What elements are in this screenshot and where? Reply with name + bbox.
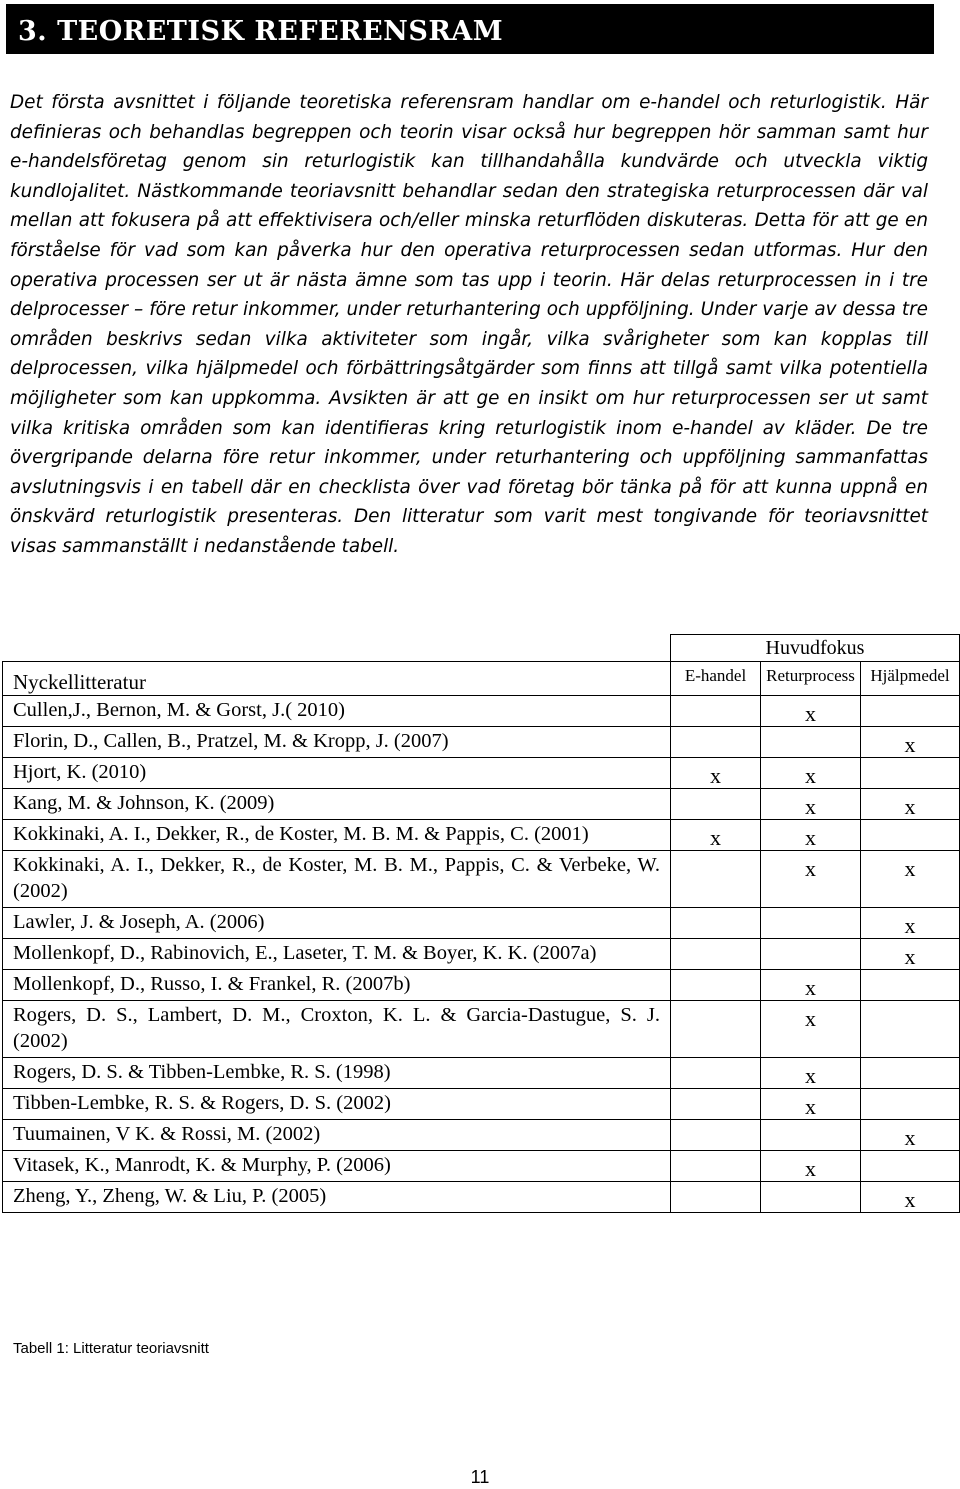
column-header-hjalpmedel: Hjälpmedel bbox=[861, 662, 960, 696]
table-row bbox=[3, 1001, 960, 1058]
empty-corner-cell bbox=[3, 635, 671, 662]
table-row bbox=[3, 1058, 960, 1089]
ehandel-mark-cell: x bbox=[671, 820, 761, 851]
returprocess-mark-cell: x bbox=[761, 970, 861, 1001]
reference-cell: Kang, M. & Johnson, K. (2009) bbox=[3, 789, 671, 820]
table-row bbox=[3, 851, 960, 908]
hjalpmedel-mark-cell: x bbox=[861, 789, 960, 820]
reference-cell: Lawler, J. & Joseph, A. (2006) bbox=[3, 908, 671, 939]
ehandel-mark-cell bbox=[671, 727, 761, 758]
table-row bbox=[3, 1089, 960, 1120]
reference-cell: Mollenkopf, D., Rabinovich, E., Laseter, T. M. & Boyer, K. K. (2007a) bbox=[3, 939, 671, 970]
reference-cell: Rogers, D. S. & Tibben-Lembke, R. S. (1998) bbox=[3, 1058, 671, 1089]
table-row bbox=[3, 789, 960, 820]
column-header-nyckellitteratur: Nyckellitteratur bbox=[3, 662, 671, 696]
ehandel-mark-cell bbox=[671, 1001, 761, 1058]
hjalpmedel-mark-cell: x bbox=[861, 908, 960, 939]
literature-table bbox=[2, 634, 960, 1213]
returprocess-mark-cell: x bbox=[761, 1089, 861, 1120]
ehandel-mark-cell bbox=[671, 970, 761, 1001]
reference-cell: Hjort, K. (2010) bbox=[3, 758, 671, 789]
reference-cell: Florin, D., Callen, B., Pratzel, M. & Kropp, J. (2007) bbox=[3, 727, 671, 758]
column-header-ehandel: E-handel bbox=[671, 662, 761, 696]
reference-cell: Tibben-Lembke, R. S. & Rogers, D. S. (2002) bbox=[3, 1089, 671, 1120]
reference-cell: Cullen,J., Bernon, M. & Gorst, J.( 2010) bbox=[3, 696, 671, 727]
hjalpmedel-mark-cell: x bbox=[861, 851, 960, 908]
reference-cell: Mollenkopf, D., Russo, I. & Frankel, R. (2007b) bbox=[3, 970, 671, 1001]
returprocess-mark-cell bbox=[761, 939, 861, 970]
ehandel-mark-cell bbox=[671, 789, 761, 820]
returprocess-mark-cell: x bbox=[761, 851, 861, 908]
returprocess-mark-cell: x bbox=[761, 789, 861, 820]
hjalpmedel-mark-cell bbox=[861, 696, 960, 727]
ehandel-mark-cell: x bbox=[671, 758, 761, 789]
returprocess-mark-cell: x bbox=[761, 1151, 861, 1182]
ehandel-mark-cell bbox=[671, 1089, 761, 1120]
ehandel-mark-cell bbox=[671, 696, 761, 727]
table-row bbox=[3, 1120, 960, 1151]
hjalpmedel-mark-cell bbox=[861, 1058, 960, 1089]
returprocess-mark-cell bbox=[761, 908, 861, 939]
ehandel-mark-cell bbox=[671, 1120, 761, 1151]
table-row bbox=[3, 820, 960, 851]
reference-cell: Kokkinaki, A. I., Dekker, R., de Koster, M. B. M., Pappis, C. & Verbeke, W. (2002) bbox=[3, 851, 671, 908]
table-caption: Tabell 1: Litteratur teoriavsnitt bbox=[13, 1340, 209, 1357]
group-header-huvudfokus: Huvudfokus bbox=[671, 635, 960, 662]
hjalpmedel-mark-cell bbox=[861, 758, 960, 789]
hjalpmedel-mark-cell bbox=[861, 1151, 960, 1182]
returprocess-mark-cell bbox=[761, 727, 861, 758]
table-row bbox=[3, 696, 960, 727]
hjalpmedel-mark-cell: x bbox=[861, 1182, 960, 1213]
table-row bbox=[3, 970, 960, 1001]
returprocess-mark-cell bbox=[761, 1182, 861, 1213]
reference-cell: Vitasek, K., Manrodt, K. & Murphy, P. (2006) bbox=[3, 1151, 671, 1182]
ehandel-mark-cell bbox=[671, 908, 761, 939]
reference-cell: Zheng, Y., Zheng, W. & Liu, P. (2005) bbox=[3, 1182, 671, 1213]
table-row bbox=[3, 758, 960, 789]
ehandel-mark-cell bbox=[671, 1058, 761, 1089]
hjalpmedel-mark-cell bbox=[861, 970, 960, 1001]
table-column-header-row bbox=[3, 662, 960, 696]
hjalpmedel-mark-cell: x bbox=[861, 939, 960, 970]
table-row bbox=[3, 908, 960, 939]
returprocess-mark-cell: x bbox=[761, 1058, 861, 1089]
ehandel-mark-cell bbox=[671, 1182, 761, 1213]
ehandel-mark-cell bbox=[671, 851, 761, 908]
hjalpmedel-mark-cell: x bbox=[861, 1120, 960, 1151]
hjalpmedel-mark-cell: x bbox=[861, 727, 960, 758]
page-number: 11 bbox=[470, 1467, 490, 1487]
hjalpmedel-mark-cell bbox=[861, 1089, 960, 1120]
returprocess-mark-cell: x bbox=[761, 696, 861, 727]
column-header-returprocess: Returprocess bbox=[761, 662, 861, 696]
table-row bbox=[3, 1182, 960, 1213]
reference-cell: Kokkinaki, A. I., Dekker, R., de Koster, M. B. M. & Pappis, C. (2001) bbox=[3, 820, 671, 851]
ehandel-mark-cell bbox=[671, 939, 761, 970]
table-group-header-row bbox=[3, 635, 960, 662]
returprocess-mark-cell bbox=[761, 1120, 861, 1151]
reference-cell: Tuumainen, V K. & Rossi, M. (2002) bbox=[3, 1120, 671, 1151]
table-row bbox=[3, 939, 960, 970]
returprocess-mark-cell: x bbox=[761, 820, 861, 851]
table-row bbox=[3, 727, 960, 758]
returprocess-mark-cell: x bbox=[761, 758, 861, 789]
ehandel-mark-cell bbox=[671, 1151, 761, 1182]
section-heading: 3. TEORETISK REFERENSRAM bbox=[18, 16, 504, 47]
returprocess-mark-cell: x bbox=[761, 1001, 861, 1058]
hjalpmedel-mark-cell bbox=[861, 820, 960, 851]
intro-paragraph: Det första avsnittet i följande teoretiska referensram handlar om e-handel och returlogistik. Här definieras och behandlas begreppen och teorin visar också hur begreppen hör samman samt hur e-handelsföretag genom sin returlogistik kan tillhandahålla kundvärde och utveckla viktig kundlojalitet. Nästkommande teoriavsnitt behandlar sedan den strategiska returprocessen där val mellan att fokusera på att effektivisera och/eller minska returflöden diskuteras. Detta för att ge en förståelse för vad som kan påverka hur den operativa returprocessen sedan utformas. Hur den operativa processen ser ut är nästa ämne som tas upp i teorin. Här delas returprocessen in i tre delprocesser – före retur inkommer, under returhantering och uppföljning. Under varje av dessa tre områden beskrivs sedan vilka aktiviteter som ingår, vilka svårigheter som kan kopplas till delprocessen, vilka hjälpmedel och förbättringsåtgärder som finns att tillgå samt vilka potentiella möjligheter som kan uppkomma. Avsikten är att ge en insikt om hur returprocessen ser ut samt vilka kritiska områden som kan identifieras kring returlogistik inom e-handel av kläder. De tre övergripande delarna före retur inkommer, under returhantering och uppföljning sammanfattas avslutningsvis i en tabell där en checklista över vad företag bör tänka på för att kunna uppnå en önskvärd returlogistik presenteras. Den litteratur som varit mest tongivande för teoriavsnittet visas sammanställt i nedanstående tabell. bbox=[10, 92, 928, 557]
section-heading-bar bbox=[6, 4, 934, 54]
reference-cell: Rogers, D. S., Lambert, D. M., Croxton, K. L. & Garcia-Dastugue, S. J. (2002) bbox=[3, 1001, 671, 1058]
table-row bbox=[3, 1151, 960, 1182]
hjalpmedel-mark-cell bbox=[861, 1001, 960, 1058]
